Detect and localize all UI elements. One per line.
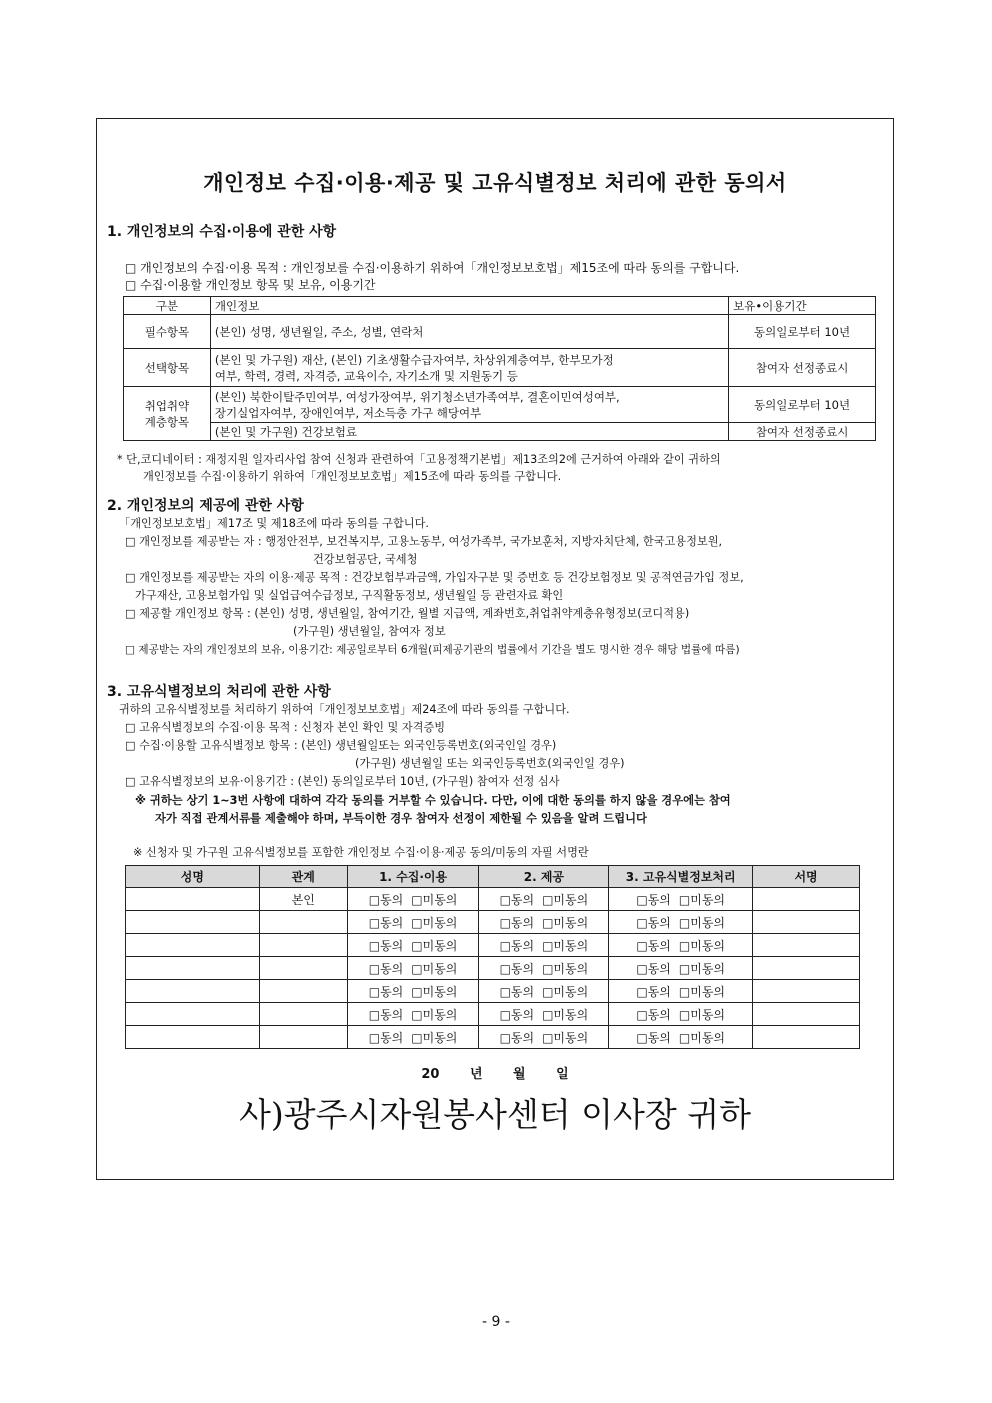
section1-items-label: □ 수집·이용할 개인정보 항목 및 보유, 이용기간: [125, 278, 376, 292]
disagree-checkbox[interactable]: □미동의: [678, 892, 726, 907]
relation-cell[interactable]: [259, 911, 347, 934]
disagree-checkbox[interactable]: □미동의: [542, 1007, 589, 1022]
disagree-checkbox[interactable]: □미동의: [542, 984, 589, 999]
section3-line: □ 고유식별정보의 수집·이용 목적 : 신청자 본인 확인 및 자격증빙: [125, 721, 446, 734]
signature-cell[interactable]: [753, 911, 860, 934]
agree-checkbox[interactable]: □동의: [499, 961, 535, 976]
section2-line: □ 개인정보를 제공받는 자의 이용·제공 목적 : 건강보험부과금액, 가입자구분 및 증번호 등 건강보험정보 및 공적연금가입 정보,: [125, 571, 744, 584]
section3-line: 귀하의 고유식별정보를 처리하기 위하여「개인정보보호법」제24조에 따라 동의를 구합니다.: [119, 703, 570, 716]
row-info-line: (본인 및 가구원) 재산, (본인) 기초생활수급자여부, 차상위계층여부, 한부모가정: [214, 352, 614, 367]
agree-checkbox[interactable]: □동의: [499, 1030, 535, 1045]
section2-line: (가구원) 생년월일, 참여자 정보: [293, 625, 446, 638]
agree-checkbox[interactable]: □동의: [368, 1007, 404, 1022]
row-info: [210, 387, 728, 423]
refusal-warning-2: 자가 직접 관계서류를 제출해야 하며, 부득이한 경우 참여자 선정이 제한될 수 있음을 알려 드립니다: [155, 812, 647, 825]
agree-checkbox[interactable]: □동의: [636, 938, 671, 953]
col-relation: 관계: [259, 866, 347, 888]
disagree-checkbox[interactable]: □미동의: [411, 1030, 458, 1045]
agree-checkbox[interactable]: □동의: [368, 961, 404, 976]
agree-checkbox[interactable]: □동의: [499, 1007, 535, 1022]
relation-cell[interactable]: [259, 980, 347, 1003]
table-row: [124, 387, 876, 423]
row-info: (본인) 성명, 생년월일, 주소, 성별, 연락처: [210, 315, 728, 349]
row-retention: 동의일로부터 10년: [729, 315, 876, 349]
section1-heading: 1. 개인정보의 수집·이용에 관한 사항: [107, 224, 337, 240]
signature-cell[interactable]: [753, 1026, 860, 1049]
date-line: 20 년 월 일: [421, 1067, 569, 1082]
col-category: 구분: [124, 297, 211, 315]
agree-checkbox[interactable]: □동의: [499, 938, 535, 953]
signature-row: [126, 1026, 860, 1049]
signature-cell[interactable]: [753, 1003, 860, 1026]
name-cell[interactable]: [126, 911, 260, 934]
agree-checkbox[interactable]: □동의: [499, 892, 535, 907]
section3-line: □ 수집·이용할 고유식별정보 항목 : (본인) 생년월일또는 외국인등록번호(외국인일 경우): [125, 739, 557, 752]
agree-checkbox[interactable]: □동의: [636, 892, 671, 907]
col-retention: 보유•이용기간: [729, 297, 876, 315]
row-info-line: (본인) 북한이탈주민여부, 여성가장여부, 위기청소년가족여부, 결혼이민여성여부,: [214, 389, 620, 404]
row-retention: 동의일로부터 10년: [729, 387, 876, 423]
signature-row: [126, 934, 860, 957]
section3-line: □ 고유식별정보의 보유·이용기간 : (본인) 동의일로부터 10년, (가구원) 참여자 선정 심사: [125, 775, 560, 788]
signature-row: [126, 888, 860, 911]
name-cell[interactable]: [126, 888, 260, 911]
section1-note-2: 개인정보를 수집·이용하기 위하여「개인정보보호법」제15조에 따라 동의를 구합니다.: [143, 470, 562, 483]
signature-cell[interactable]: [753, 934, 860, 957]
disagree-checkbox[interactable]: □미동의: [542, 961, 589, 976]
table-row: [124, 423, 876, 441]
disagree-checkbox[interactable]: □미동의: [411, 1007, 458, 1022]
agree-checkbox[interactable]: □동의: [636, 961, 671, 976]
name-cell[interactable]: [126, 1026, 260, 1049]
name-cell[interactable]: [126, 957, 260, 980]
disagree-checkbox[interactable]: □미동의: [678, 1007, 726, 1022]
relation-cell[interactable]: [259, 1026, 347, 1049]
signature-row: [126, 1003, 860, 1026]
agree-checkbox[interactable]: □동의: [636, 1030, 671, 1045]
row-category: 선택항목: [124, 349, 211, 387]
collection-items-table: [123, 296, 876, 441]
agree-checkbox[interactable]: □동의: [499, 984, 535, 999]
signature-row: [126, 980, 860, 1003]
section2-line: 가구재산, 고용보험가입 및 실업급여수급정보, 구직활동정보, 생년월일 등 관련자료 확인: [135, 589, 564, 602]
table-row: [124, 315, 876, 349]
signature-header-row: [126, 866, 860, 888]
name-cell[interactable]: [126, 1003, 260, 1026]
section2-line: □ 제공할 개인정보 항목 : (본인) 성명, 생년월일, 참여기간, 월별 지급액, 계좌번호,취업취약계층유형정보(코디적용): [125, 607, 690, 620]
row-info: [210, 349, 728, 387]
col-signature: 서명: [753, 866, 860, 888]
disagree-checkbox[interactable]: □미동의: [542, 915, 589, 930]
agree-checkbox[interactable]: □동의: [636, 915, 671, 930]
section1-purpose: □ 개인정보의 수집·이용 목적 : 개인정보를 수집·이용하기 위하여「개인정보보호법」제15조에 따라 동의를 구합니다.: [125, 261, 740, 275]
row-retention: 참여자 선정종료시: [729, 349, 876, 387]
col-provision: 2. 제공: [479, 866, 609, 888]
disagree-checkbox[interactable]: □미동의: [411, 984, 458, 999]
agree-checkbox[interactable]: □동의: [636, 984, 671, 999]
row-category-line: 취업취약: [144, 398, 190, 413]
disagree-checkbox[interactable]: □미동의: [411, 938, 458, 953]
col-unique-id: 3. 고유식별정보처리: [609, 866, 753, 888]
col-collection: 1. 수집·이용: [347, 866, 479, 888]
section2-line: 「개인정보보호법」제17조 및 제18조에 따라 동의를 구합니다.: [119, 517, 429, 530]
name-cell[interactable]: [126, 934, 260, 957]
disagree-checkbox[interactable]: □미동의: [678, 938, 726, 953]
row-info-line: 여부, 학력, 경력, 자격증, 교육이수, 자기소개 및 지원동기 등: [214, 368, 518, 383]
signature-cell[interactable]: [753, 888, 860, 911]
name-cell[interactable]: [126, 980, 260, 1003]
document-frame: [96, 118, 894, 1180]
agree-checkbox[interactable]: □동의: [368, 1030, 404, 1045]
row-category: [124, 387, 211, 441]
section3-line: (가구원) 생년월일 또는 외국인등록번호(외국인일 경우): [355, 757, 625, 770]
agree-checkbox[interactable]: □동의: [636, 1007, 671, 1022]
section2-line: □ 제공받는 자의 개인정보의 보유, 이용기간: 제공일로부터 6개월(피제공기관의 법률에서 기간을 별도 명시한 경우 해당 법률에 따름): [125, 644, 740, 656]
section3-heading: 3. 고유식별정보의 처리에 관한 사항: [107, 684, 331, 700]
disagree-checkbox[interactable]: □미동의: [542, 938, 589, 953]
signature-caption: ※ 신청자 및 가구원 고유식별정보를 포함한 개인정보 수집·이용·제공 동의/미동의 자필 서명란: [133, 846, 589, 859]
signature-cell[interactable]: [753, 980, 860, 1003]
disagree-checkbox[interactable]: □미동의: [678, 984, 726, 999]
section2-line: □ 개인정보를 제공받는 자 : 행정안전부, 보건복지부, 고용노동부, 여성가족부, 국가보훈처, 지방자치단체, 한국고용정보원,: [125, 535, 723, 548]
row-category-line: 계층항목: [144, 414, 190, 429]
refusal-warning-1: ※ 귀하는 상기 1~3번 사항에 대하여 각각 동의를 거부할 수 있습니다. 다만, 이에 대한 동의를 하지 않을 경우에는 참여: [135, 794, 731, 807]
signature-cell[interactable]: [753, 957, 860, 980]
disagree-checkbox[interactable]: □미동의: [411, 961, 458, 976]
disagree-checkbox[interactable]: □미동의: [542, 1030, 589, 1045]
agree-checkbox[interactable]: □동의: [368, 984, 404, 999]
relation-cell[interactable]: [259, 957, 347, 980]
col-personal-info: 개인정보: [210, 297, 728, 315]
row-retention: 참여자 선정종료시: [729, 423, 876, 441]
section2-heading: 2. 개인정보의 제공에 관한 사항: [107, 498, 304, 514]
signature-row: [126, 957, 860, 980]
page-number: - 9 -: [482, 1314, 510, 1330]
document-title: 개인정보 수집·이용·제공 및 고유식별정보 처리에 관한 동의서: [203, 171, 787, 195]
agree-checkbox[interactable]: □동의: [499, 915, 535, 930]
row-category: 필수항목: [124, 315, 211, 349]
agree-checkbox[interactable]: □동의: [368, 915, 404, 930]
recipient: 사)광주시자원봉사센터 이사장 귀하: [238, 1095, 752, 1134]
disagree-checkbox[interactable]: □미동의: [678, 1030, 726, 1045]
table-header-row: [124, 297, 876, 315]
signature-row: [126, 911, 860, 934]
disagree-checkbox[interactable]: □미동의: [542, 892, 589, 907]
disagree-checkbox[interactable]: □미동의: [678, 961, 726, 976]
row-info-line: 장기실업자여부, 장애인여부, 저소득층 가구 해당여부: [214, 405, 482, 420]
row-info: (본인 및 가구원) 건강보험료: [210, 423, 728, 441]
relation-cell[interactable]: [259, 1003, 347, 1026]
agree-checkbox[interactable]: □동의: [368, 892, 404, 907]
section1-note-1: * 단,코디네이터 : 재정지원 일자리사업 참여 신청과 관련하여「고용정책기본법」제13조의2에 근거하여 아래와 같이 귀하의: [117, 453, 721, 466]
disagree-checkbox[interactable]: □미동의: [411, 915, 458, 930]
disagree-checkbox[interactable]: □미동의: [411, 892, 458, 907]
agree-checkbox[interactable]: □동의: [368, 938, 404, 953]
signature-table: [125, 865, 860, 1049]
relation-cell: 본인: [259, 888, 347, 911]
col-name: 성명: [126, 866, 260, 888]
disagree-checkbox[interactable]: □미동의: [678, 915, 726, 930]
table-row: [124, 349, 876, 387]
relation-cell[interactable]: [259, 934, 347, 957]
section2-line: 건강보험공단, 국세청: [313, 553, 418, 566]
